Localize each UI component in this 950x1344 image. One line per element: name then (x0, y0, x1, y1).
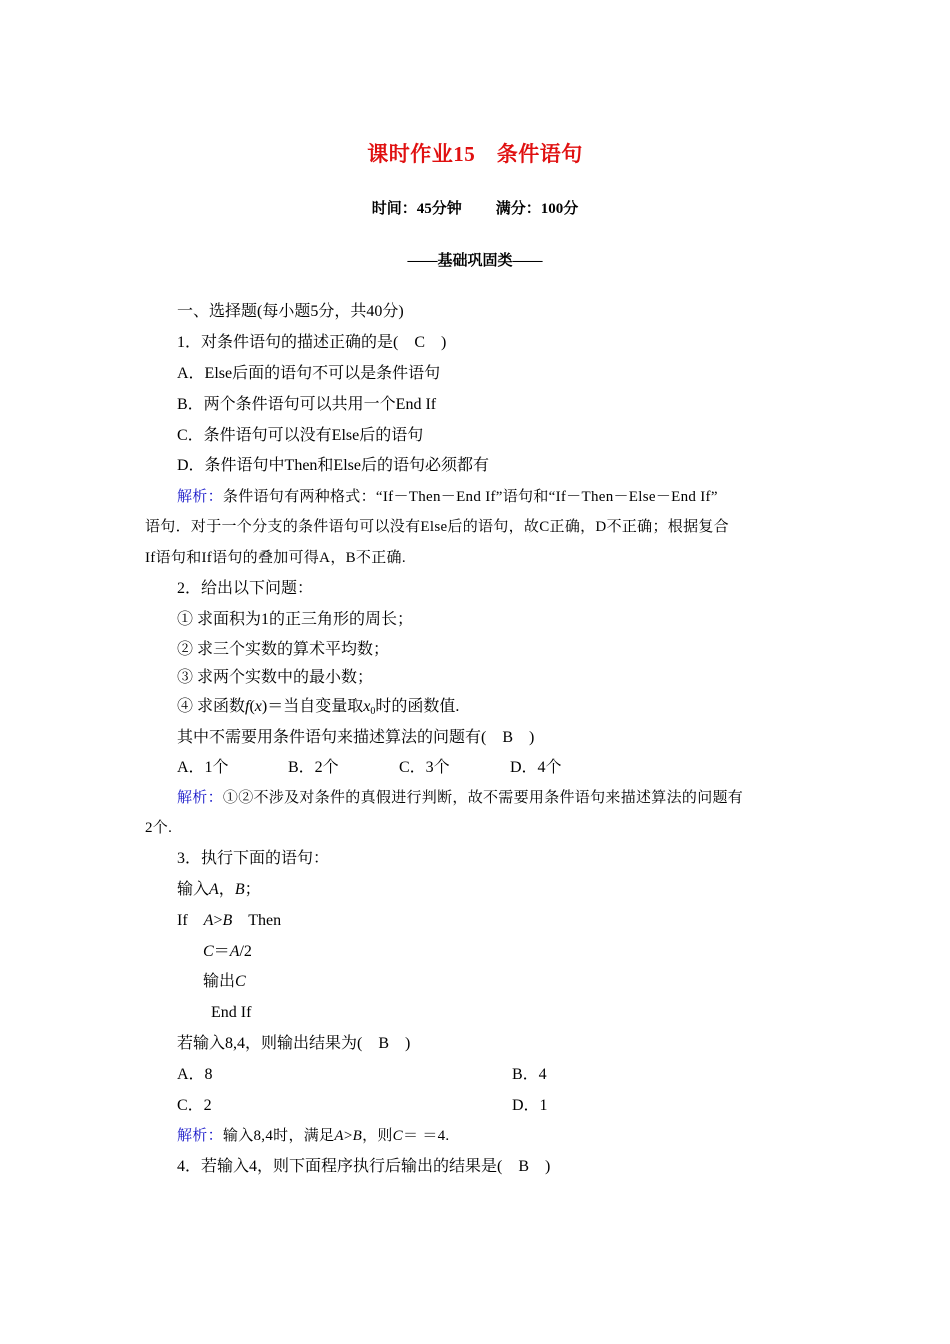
time-limit: 时间：45分钟 (371, 201, 462, 217)
q2-options (177, 757, 621, 779)
code-line-output: 输出C (203, 973, 246, 990)
analysis-label: 解析： (177, 489, 223, 505)
q1-analysis-line-2: 语句．对于一个分支的条件语句可以没有Else后的语句，故C正确，D不正确；根据复合 (145, 519, 729, 535)
q3-option-d: D．1 (512, 1097, 548, 1114)
q3-option-b: B．4 (512, 1066, 547, 1083)
q1-analysis-line-1: 解析：条件语句有两种格式：“If－Then－End If”语句和“If－Then－Else－End If” (177, 489, 718, 505)
q1-option-d: D．条件语句中Then和Else后的语句必须都有 (177, 457, 489, 474)
q3-question: 若输入8,4，则输出结果为( B ) (177, 1035, 411, 1052)
q2-stem: 2．给出以下问题： (177, 580, 314, 597)
q2-question: 其中不需要用条件语句来描述算法的问题有( B ) (177, 729, 535, 746)
q1-option-b: B．两个条件语句可以共用一个End If (177, 396, 437, 413)
analysis-label: 解析： (177, 1128, 223, 1144)
analysis-label: 解析： (177, 790, 223, 806)
code-line-assign: C＝A/2 (203, 943, 252, 960)
section-heading: ——基础巩固类—— (407, 253, 543, 269)
q3-option-a: A．8 (177, 1066, 213, 1083)
code-line-input: 输入A，B； (177, 881, 261, 898)
q2-item-4: ④ 求函数f(x)＝当自变量取$x_0$时的函数值. (177, 698, 460, 717)
full-score: 满分：100分 (495, 201, 579, 217)
exam-meta (0, 198, 950, 220)
q2-option-c: C．3个 (399, 759, 450, 776)
q1-analysis-line-3: If语句和If语句的叠加可得A，B不正确. (145, 550, 406, 566)
q4-stem: 4．若输入4，则下面程序执行后输出的结果是( B ) (177, 1158, 551, 1175)
q2-analysis-line-2: 2个. (145, 820, 173, 836)
q2-analysis-line-1: 解析：①②不涉及对条件的真假进行判断，故不需要用条件语句来描述算法的问题有 (177, 790, 744, 806)
q3-stem: 3．执行下面的语句： (177, 850, 330, 867)
q3-analysis: 解析：输入8,4时，满足A>B，则C＝ ＝4. (177, 1128, 450, 1144)
q3-option-c: C．2 (177, 1097, 212, 1114)
q2-option-d: D．4个 (510, 759, 562, 776)
q2-item-3: ③ 求两个实数中的最小数； (177, 669, 374, 686)
q1-option-a: A．Else后面的语句不可以是条件语句 (177, 365, 441, 382)
page-title: 课时作业15 条件语句 (367, 142, 583, 166)
q2-option-b: B．2个 (288, 759, 339, 776)
code-line-endif: End If (211, 1004, 252, 1021)
q2-option-a: A．1个 (177, 759, 229, 776)
q2-item-1: ① 求面积为1的正三角形的周长； (177, 611, 414, 628)
q1-stem: 1．对条件语句的描述正确的是( C ) (177, 334, 447, 351)
part-heading: 一、选择题(每小题5分，共40分) (177, 303, 404, 320)
q2-item-2: ② 求三个实数的算术平均数； (177, 641, 390, 658)
q1-option-c: C．条件语句可以没有Else后的语句 (177, 427, 424, 444)
code-line-if: If A>B Then (177, 912, 282, 929)
